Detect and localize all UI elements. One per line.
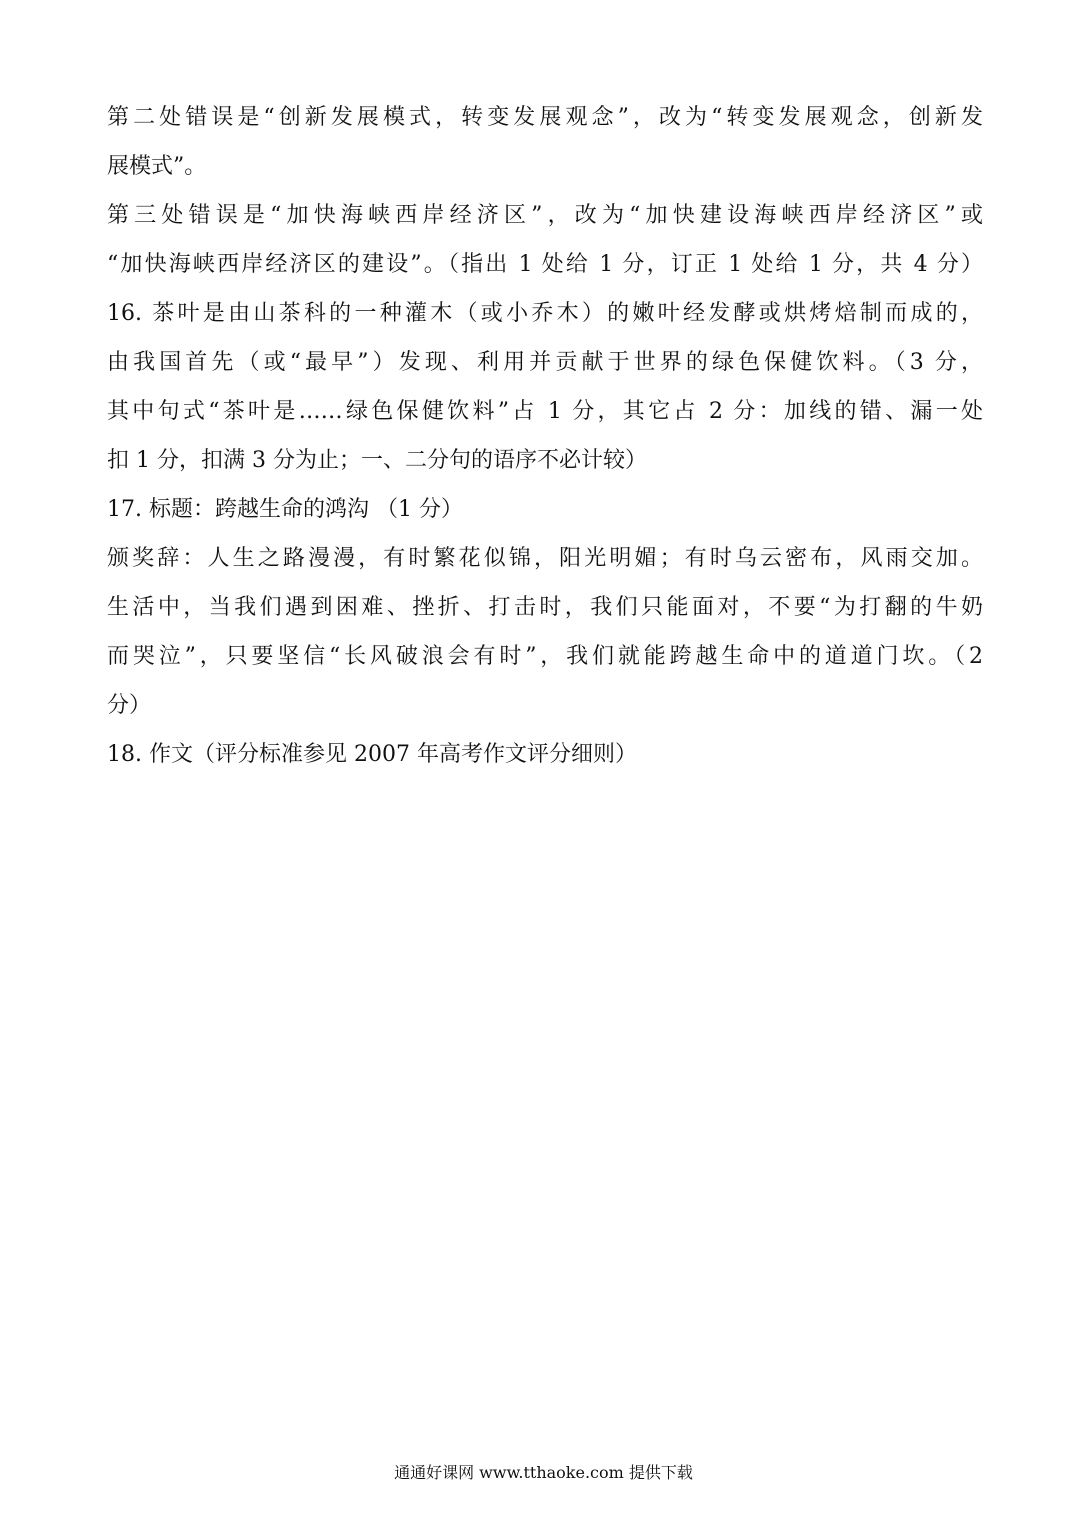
correction-3-line-2: “加快海峡西岸经济区的建设”。（指出 1 处给 1 分，订正 1 处给 1 分，共 4 分） xyxy=(107,252,983,277)
page-footer: 通通好课网 www.tthaoke.com 提供下载 xyxy=(394,1463,693,1482)
question-16-line-3: 其中句式“茶叶是……绿色保健饮料”占 1 分，其它占 2 分：加线的错、漏一处 xyxy=(107,399,983,424)
question-17-line-3: 而哭泣”，只要坚信“长风破浪会有时”，我们就能跨越生命中的道道门坎。（2 xyxy=(107,644,983,669)
question-17-line-1: 颁奖辞：人生之路漫漫，有时繁花似锦，阳光明媚；有时乌云密布，风雨交加。 xyxy=(107,546,983,571)
question-17-line-4: 分） xyxy=(107,693,152,718)
question-17-line-2: 生活中，当我们遇到困难、挫折、打击时，我们只能面对，不要“为打翻的牛奶 xyxy=(107,595,983,620)
question-16-line-2: 由我国首先（或“最早”）发现、利用并贡献于世界的绿色保健饮料。（3 分， xyxy=(107,350,983,375)
correction-3-line-1: 第三处错误是“加快海峡西岸经济区”，改为“加快建设海峡西岸经济区”或 xyxy=(107,203,983,228)
question-17-title: 17. 标题：跨越生命的鸿沟 （1 分） xyxy=(107,497,463,522)
correction-2-line-1: 第二处错误是“创新发展模式，转变发展观念”，改为“转变发展观念，创新发 xyxy=(107,105,983,130)
question-16-line-4: 扣 1 分，扣满 3 分为止；一、二分句的语序不必计较） xyxy=(107,448,647,473)
question-16-line-1: 16. 茶叶是由山茶科的一种灌木（或小乔木）的嫩叶经发酵或烘烤焙制而成的， xyxy=(107,301,983,326)
answer-text-block xyxy=(107,93,983,779)
correction-2-line-2: 展模式”。 xyxy=(107,154,207,179)
question-18-line-1: 18. 作文（评分标准参见 2007 年高考作文评分细则） xyxy=(107,742,637,767)
